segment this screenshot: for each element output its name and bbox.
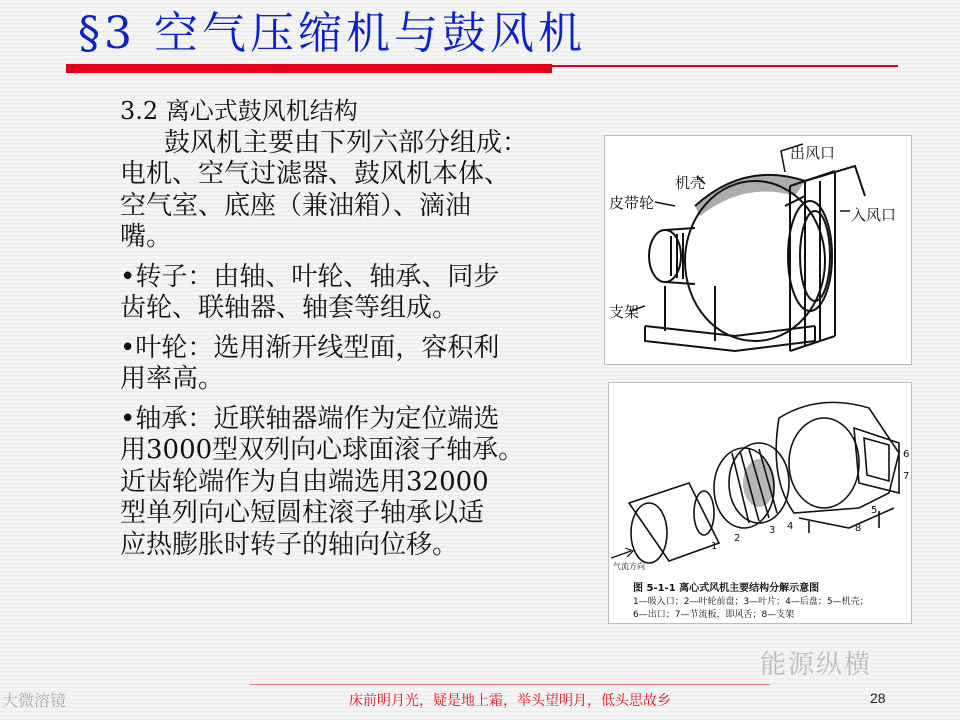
number-6: 6	[903, 449, 910, 460]
flow-direction-label: 气流方向	[613, 562, 645, 571]
watermark-right: 能源纵横	[760, 650, 873, 680]
paragraph-line: 电机、空气过滤器、鼓风机本体、	[120, 159, 511, 189]
number-4: 4	[787, 521, 794, 532]
number-1: 1	[711, 541, 718, 552]
inlet-label: 入风口	[851, 206, 897, 224]
bullet-text: 叶轮：选用渐开线型面，容积利	[135, 332, 500, 363]
bullet-marker	[120, 404, 135, 434]
bullet-rotor	[120, 262, 610, 294]
outlet-label: 出风口	[790, 144, 836, 162]
paragraph-line: 空气室、底座（兼油箱）、滴油	[120, 190, 472, 221]
belt-wheel-label: 皮带轮	[609, 194, 655, 212]
number-5: 5	[871, 505, 878, 516]
number-3: 3	[769, 525, 776, 536]
bullet-marker	[120, 262, 135, 292]
section-heading: 3.2 离心式鼓风机结构	[120, 97, 358, 125]
support-label: 支架	[609, 303, 640, 321]
bullet-marker	[120, 333, 135, 363]
bullet-text: 轴承：近联轴器端作为定位端选	[135, 403, 500, 434]
bullet-impeller	[120, 333, 610, 365]
bullet-text: 转子：由轴、叶轮、轴承、同步	[135, 261, 500, 292]
number-2: 2	[734, 533, 741, 544]
bullet-continuation: 用3000型双列向心球面滚子轴承。	[120, 435, 525, 465]
bullet-continuation: 型单列向心短圆柱滚子轴承以适	[120, 498, 485, 528]
slide-body	[120, 96, 610, 561]
bullet-continuation: 应热膨胀时转子的轴向位移。	[120, 529, 459, 560]
footer-divider	[250, 684, 770, 685]
slide-title: §3 空气压缩机与鼓风机	[78, 8, 586, 59]
number-8: 8	[855, 523, 862, 534]
bullet-continuation: 用率高。	[120, 364, 225, 394]
title-underline-thin	[552, 65, 898, 67]
housing-label: 机壳	[675, 174, 706, 192]
figure-caption-legend-2: 6—出口；7—节流板，即风舌；8—支架	[633, 610, 795, 620]
title-underline-thick	[66, 64, 552, 73]
exploded-view-figure	[608, 382, 912, 624]
number-7: 7	[903, 471, 910, 482]
paragraph-line: 鼓风机主要由下列六部分组成：	[164, 127, 529, 158]
blower-assembly-drawing	[605, 136, 911, 364]
figure-caption-title: 图 5-1-1 离心式风机主要结构分解示意图	[633, 583, 820, 594]
page-number: 28	[870, 690, 886, 706]
watermark-left: 大微溶镜	[2, 691, 67, 710]
footer-poem: 床前明月光，疑是地上霜，举头望明月，低头思故乡	[349, 693, 671, 709]
bullet-continuation: 齿轮、联轴器、轴套等组成。	[120, 293, 459, 323]
blower-assembly-figure	[604, 135, 912, 365]
bullet-continuation: 近齿轮端作为自由端选用32000	[120, 466, 489, 497]
figure-caption-legend-1: 1—吸入口；2—叶轮前盘；3—叶片；4—后盘；5—机壳；	[633, 597, 869, 607]
paragraph-line: 嘴。	[120, 222, 173, 252]
bullet-bearing	[120, 404, 610, 436]
